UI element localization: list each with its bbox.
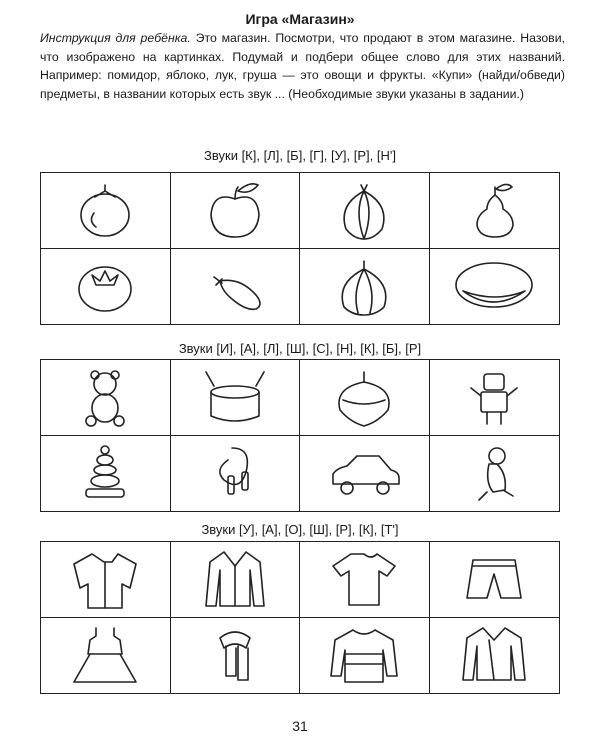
dress-icon: [50, 624, 160, 686]
shirt-icon: [50, 548, 160, 610]
pear-icon: [439, 179, 549, 241]
coat-icon: [180, 548, 290, 610]
picture-cell[interactable]: [41, 360, 171, 436]
persimmon-icon: [50, 255, 160, 317]
picture-cell[interactable]: [430, 618, 560, 694]
doll-icon: [439, 442, 549, 504]
picture-cell[interactable]: [300, 360, 430, 436]
picture-cell[interactable]: [171, 173, 301, 249]
picture-cell[interactable]: [300, 618, 430, 694]
picture-cell[interactable]: [300, 542, 430, 618]
picture-cell[interactable]: [41, 436, 171, 512]
picture-cell[interactable]: [41, 618, 171, 694]
sounds-heading-3: Звуки [У], [А], [О], [Ш], [Р], [К], [Т']: [201, 522, 399, 537]
jacket-icon: [439, 624, 549, 686]
picture-cell[interactable]: [171, 436, 301, 512]
picture-cell[interactable]: [300, 249, 430, 325]
picture-cell[interactable]: [171, 618, 301, 694]
onion-icon: [309, 179, 419, 241]
spinning-top-icon: [309, 366, 419, 428]
shorts-icon: [439, 548, 549, 610]
instruction-text: [40, 29, 565, 103]
picture-cell[interactable]: [300, 173, 430, 249]
melon-icon: [439, 255, 549, 317]
sounds-heading-2: Звуки [И], [А], [Л], [Ш], [С], [Н], [К], [Б], [Р]: [178, 341, 422, 356]
picture-cell[interactable]: [300, 436, 430, 512]
scarf-icon: [180, 624, 290, 686]
page-number: 31: [292, 718, 308, 734]
tomato-icon: [50, 179, 160, 241]
picture-cell[interactable]: [171, 360, 301, 436]
sweater-icon: [309, 624, 419, 686]
picture-cell[interactable]: [171, 249, 301, 325]
page-title: Игра «Магазин»: [245, 11, 355, 27]
robot-icon: [439, 366, 549, 428]
picture-cell[interactable]: [430, 360, 560, 436]
picture-cell[interactable]: [430, 436, 560, 512]
sounds-heading-1: Звуки [К], [Л], [Б], [Г], [У], [Р], [Н']: [204, 148, 396, 163]
drum-icon: [180, 366, 290, 428]
eggplant-icon: [180, 255, 290, 317]
picture-grid-toys: [40, 359, 560, 512]
instruction-lead: Инструкция для ребёнка.: [40, 31, 191, 45]
picture-cell[interactable]: [171, 542, 301, 618]
picture-grid-clothing: [40, 541, 560, 694]
teddy-bear-icon: [50, 366, 160, 428]
picture-cell[interactable]: [41, 542, 171, 618]
instruction-body: Это магазин. Посмотри, что продают в этом магазине. Назови, что изображено на картинках. Подумай и подбери общее слово для этих названий. Например: помидор, яблоко, лук, груша — это овощи и фрукты. «Купи» (найди/обведи) предметы, в названии которых есть звук ... (Необходимые звуки указаны в задании.): [40, 31, 565, 101]
ring-pyramid-icon: [50, 442, 160, 504]
picture-cell[interactable]: [41, 249, 171, 325]
picture-cell[interactable]: [430, 173, 560, 249]
picture-cell[interactable]: [430, 542, 560, 618]
apple-icon: [180, 179, 290, 241]
jump-rope-icon: [180, 442, 290, 504]
t-shirt-icon: [309, 548, 419, 610]
picture-grid-produce: [40, 172, 560, 325]
garlic-icon: [309, 255, 419, 317]
picture-cell[interactable]: [41, 173, 171, 249]
toy-car-icon: [309, 442, 419, 504]
picture-cell[interactable]: [430, 249, 560, 325]
